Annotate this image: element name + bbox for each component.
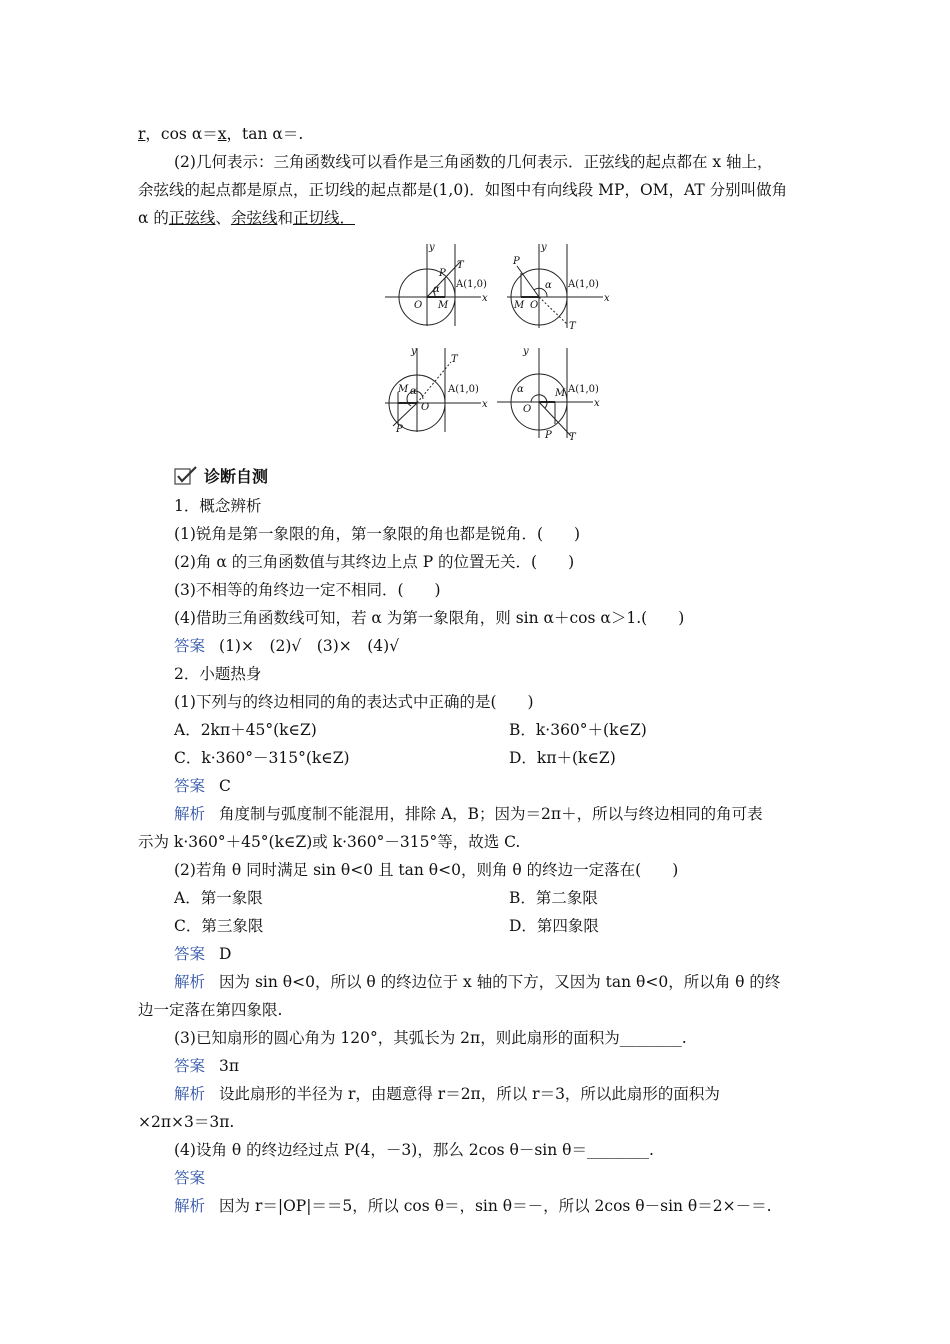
q2-1-option-c: C．k·360°－315°(k∈Z): [174, 749, 350, 767]
q2-3-analysis: [174, 1084, 720, 1104]
alpha-pre: α 的: [138, 209, 169, 227]
cos-text: ，cos α＝: [145, 125, 218, 143]
analysis-label: 解析: [174, 805, 206, 823]
analysis-text: 因为 sin θ<0，所以 θ 的终边位于 x 轴的下方，又因为 tan θ<0，所以角 θ 的终: [219, 973, 781, 991]
trig-line-diagram-q2: [505, 240, 615, 332]
svg-text:P: P: [439, 268, 446, 279]
checkbox-pen-icon: [174, 466, 198, 486]
svg-text:O: O: [421, 402, 430, 413]
tangent-line-term: 正切线．: [292, 209, 355, 227]
answer-label: 答案: [174, 1057, 206, 1075]
q2-2-option-c: C．第三象限: [174, 917, 264, 935]
svg-text:M: M: [555, 388, 566, 399]
svg-text:T: T: [569, 321, 576, 332]
q2-2-option-d: D．第四象限: [509, 917, 599, 935]
svg-text:T: T: [451, 354, 458, 365]
q2-2-option-a: A．第一象限: [174, 889, 263, 907]
svg-text:A(1,0): A(1,0): [568, 384, 599, 395]
svg-text:y: y: [411, 346, 417, 357]
q2-4-stem: (4)设角 θ 的终边经过点 P(4，－3)，那么 2cos θ－sin θ＝________.: [174, 1141, 654, 1159]
q2-2-analysis-cont: 边一定落在第四象限.: [138, 1001, 283, 1019]
svg-text:O: O: [523, 404, 532, 415]
q1-item-2: (2)角 α 的三角函数值与其终边上点 P 的位置无关．( ): [174, 553, 575, 571]
q2-1-stem: (1)下列与的终边相同的角的表达式中正确的是( ): [174, 693, 534, 711]
q1-heading: 1．概念辨析: [174, 497, 262, 515]
sine-line-term: 正弦线: [168, 209, 216, 227]
answer-text: C: [219, 777, 231, 795]
q2-1-option-b: B．k·360°＋(k∈Z): [509, 721, 647, 739]
analysis-label: 解析: [174, 1197, 206, 1215]
q2-1-option-a: A．2kπ＋45°(k∈Z): [174, 721, 317, 739]
trig-line-diagram-q1: [383, 240, 493, 332]
svg-text:P: P: [545, 430, 552, 441]
q1-item-1: (1)锐角是第一象限的角，第一象限的角也都是锐角．( ): [174, 525, 581, 543]
r-symbol: r: [138, 125, 146, 143]
geometric-line-2: 余弦线的起点都是原点，正切线的起点都是(1,0)．如图中有向线段 MP，OM，AT 分别叫做角: [138, 181, 788, 199]
svg-text:x: x: [594, 398, 600, 409]
answer-text: 3π: [219, 1057, 240, 1075]
analysis-label: 解析: [174, 1085, 206, 1103]
trig-line-diagram-q3: [383, 344, 493, 436]
q2-heading: 2．小题热身: [174, 665, 262, 683]
q2-1-analysis: [174, 804, 763, 824]
and-word: 和: [277, 209, 293, 227]
geometric-line-3: [138, 208, 355, 228]
q2-2-analysis: [174, 972, 780, 992]
svg-text:y: y: [541, 242, 547, 253]
analysis-label: 解析: [174, 973, 206, 991]
q2-3-stem: (3)已知扇形的圆心角为 120°，其弧长为 2π，则此扇形的面积为________.: [174, 1029, 687, 1047]
svg-text:α: α: [433, 284, 440, 295]
geometric-line-1: (2)几何表示：三角函数线可以看作是三角函数的几何表示．正弦线的起点都在 x 轴上，: [174, 153, 773, 171]
answer-text: D: [219, 945, 232, 963]
svg-text:x: x: [482, 293, 488, 304]
section-header: [174, 464, 268, 487]
q2-2-answer: [174, 944, 231, 964]
q2-1-analysis-cont: 示为 k·360°＋45°(k∈Z)或 k·360°－315°等，故选 C.: [138, 833, 521, 851]
svg-text:O: O: [530, 300, 539, 311]
answer-label: 答案: [174, 945, 206, 963]
svg-text:M: M: [398, 384, 409, 395]
svg-text:M: M: [514, 300, 525, 311]
svg-text:x: x: [604, 293, 610, 304]
svg-text:A(1,0): A(1,0): [448, 384, 479, 395]
answer-label: 答案: [174, 1169, 206, 1187]
svg-text:α: α: [545, 280, 552, 291]
svg-text:x: x: [482, 399, 488, 410]
q1-item-4: (4)借助三角函数线可知，若 α 为第一象限角，则 sin α＋cos α＞1.( ): [174, 609, 685, 627]
q2-2-stem: (2)若角 θ 同时满足 sin θ<0 且 tan θ<0，则角 θ 的终边一定落在( ): [174, 861, 679, 879]
trig-line-diagram-q4: [495, 344, 605, 444]
analysis-text: 因为 r＝|OP|＝＝5，所以 cos θ＝，sin θ＝－，所以 2cos θ－sin θ＝2×－＝.: [219, 1197, 772, 1215]
svg-text:α: α: [410, 386, 417, 397]
analysis-text: 设此扇形的半径为 r，由题意得 r＝2π，所以 r＝3，所以此扇形的面积为: [219, 1085, 720, 1103]
x-symbol: x: [217, 125, 227, 143]
section-title: 诊断自测: [204, 467, 269, 486]
q2-2-option-b: B．第二象限: [509, 889, 598, 907]
separator: 、: [215, 209, 231, 227]
svg-text:T: T: [457, 260, 464, 271]
q2-3-answer: [174, 1056, 239, 1076]
svg-text:T: T: [569, 432, 576, 443]
svg-text:M: M: [438, 300, 449, 311]
q2-4-answer: [174, 1168, 219, 1188]
svg-text:y: y: [429, 242, 435, 253]
svg-text:P: P: [513, 256, 520, 267]
answer-label: 答案: [174, 777, 206, 795]
q2-3-analysis-cont: ×2π×3＝3π.: [138, 1113, 235, 1131]
intro-line-1: [138, 124, 303, 144]
q1-answer: [174, 636, 399, 656]
answer-text: (1)× (2)√ (3)× (4)√: [219, 637, 400, 655]
q2-1-option-d: D．kπ＋(k∈Z): [509, 749, 616, 767]
q2-4-analysis: [174, 1196, 772, 1216]
svg-text:A(1,0): A(1,0): [456, 279, 487, 290]
svg-text:y: y: [523, 346, 529, 357]
answer-label: 答案: [174, 637, 206, 655]
svg-text:P: P: [396, 424, 403, 435]
cosine-line-term: 余弦线: [230, 209, 278, 227]
tan-text: ，tan α＝.: [226, 125, 304, 143]
q2-1-answer: [174, 776, 231, 796]
q1-item-3: (3)不相等的角终边一定不相同．( ): [174, 581, 441, 599]
svg-text:α: α: [517, 384, 524, 395]
svg-text:O: O: [414, 300, 423, 311]
analysis-text: 角度制与弧度制不能混用，排除 A，B；因为＝2π＋，所以与终边相同的角可表: [219, 805, 763, 823]
svg-text:A(1,0): A(1,0): [568, 279, 599, 290]
